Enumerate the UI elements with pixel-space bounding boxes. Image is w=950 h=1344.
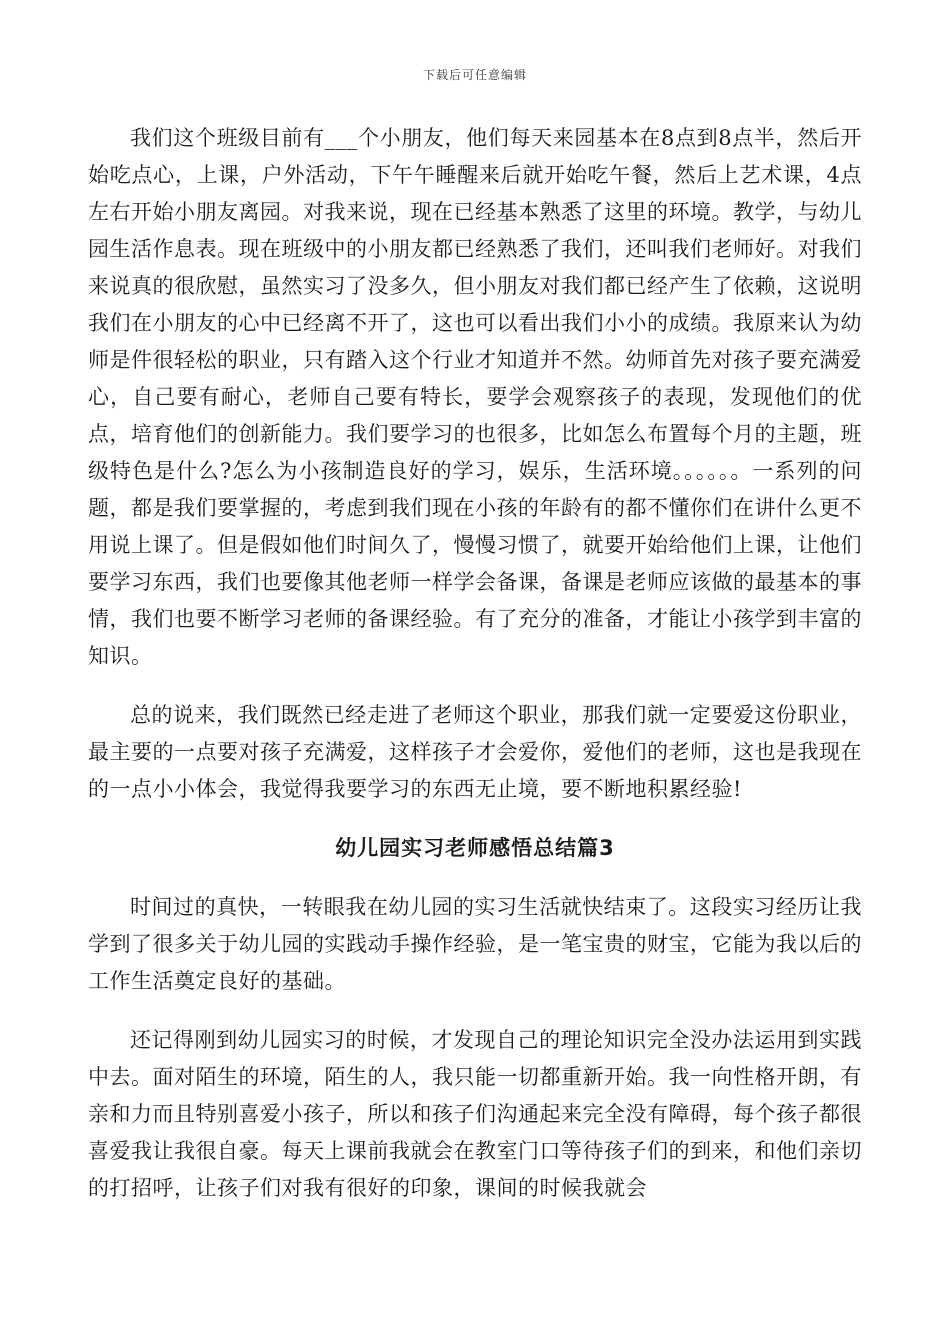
- page-header-note: 下载后可任意编辑: [422, 68, 527, 82]
- paragraph-class-routine: 我们这个班级目前有___个小朋友，他们每天来园基本在8点到8点半，然后开始吃点心，上课，户外活动，下午午睡醒来后就开始吃午餐，然后上艺术课，4点左右开始小朋友离园。对我来说，现在已经基本熟悉了这里的环境。教学，与幼儿园生活作息表。现在班级中的小朋友都已经熟悉了我们，还叫我们老师好。对我们来说真的很欣慰，虽然实习了没多久，但小朋友对我们都已经产生了依赖，这说明我们在小朋友的心中已经离不开了，这也可以看出我们小小的成绩。我原来认为幼师是件很轻松的职业，只有踏入这个行业才知道并不然。幼师首先对孩子要充满爱心，自己要有耐心，老师自己要有特长，要学会观察孩子的表现，发现他们的优点，培育他们的创新能力。我们要学习的也很多，比如怎么布置每个月的主题，班级特色是什么?怎么为小孩制造良好的学习，娱乐，生活环境。。。。。。一系列的问题，都是我们要掌握的，考虑到我们现在小孩的年龄有的都不懂你们在讲什么更不用说上课了。但是假如他们时间久了，慢慢习惯了，就要开始给他们上课，让他们要学习东西，我们也要像其他老师一样学会备课，备课是老师应该做的最基本的事情，我们也要不断学习老师的备课经验。有了充分的准备，才能让小孩学到丰富的知识。: [88, 126, 862, 668]
- paragraph-gap: [88, 1000, 862, 1022]
- paragraph-gap: [88, 808, 862, 830]
- paragraph-first-days: 还记得刚到幼儿园实习的时候，才发现自己的理论知识完全没办法运用到实践中去。面对陌生的环境，陌生的人，我只能一切都重新开始。我一向性格开朗，有亲和力而且特别喜爱小孩子，所以和孩子们沟通起来完全没有障碍，每个孩子都很喜爱我让我很自豪。每天上课前我就会在教室门口等待孩子们的到来，和他们亲切的打招呼，让孩子们对我有很好的印象，课间的时候我就会: [88, 1028, 862, 1200]
- paragraph-time-flies: 时间过的真快，一转眼我在幼儿园的实习生活就快结束了。这段实习经历让我学到了很多关于幼儿园的实践动手操作经验，是一笔宝贵的财宝，它能为我以后的工作生活奠定良好的基础。: [88, 895, 862, 993]
- paragraph-gap: [88, 867, 862, 889]
- paragraph-gap: [88, 675, 862, 697]
- paragraph-summary: 总的说来，我们既然已经走进了老师这个职业，那我们就一定要爱这份职业，最主要的一点要对孩子充满爱，这样孩子才会爱你，爱他们的老师，这也是我现在的一点小小体会，我觉得我要学习的东西无止境，要不断地积累经验!: [88, 703, 862, 801]
- document-body: [88, 120, 862, 1207]
- section-title: 幼儿园实习老师感悟总结篇3: [335, 836, 615, 860]
